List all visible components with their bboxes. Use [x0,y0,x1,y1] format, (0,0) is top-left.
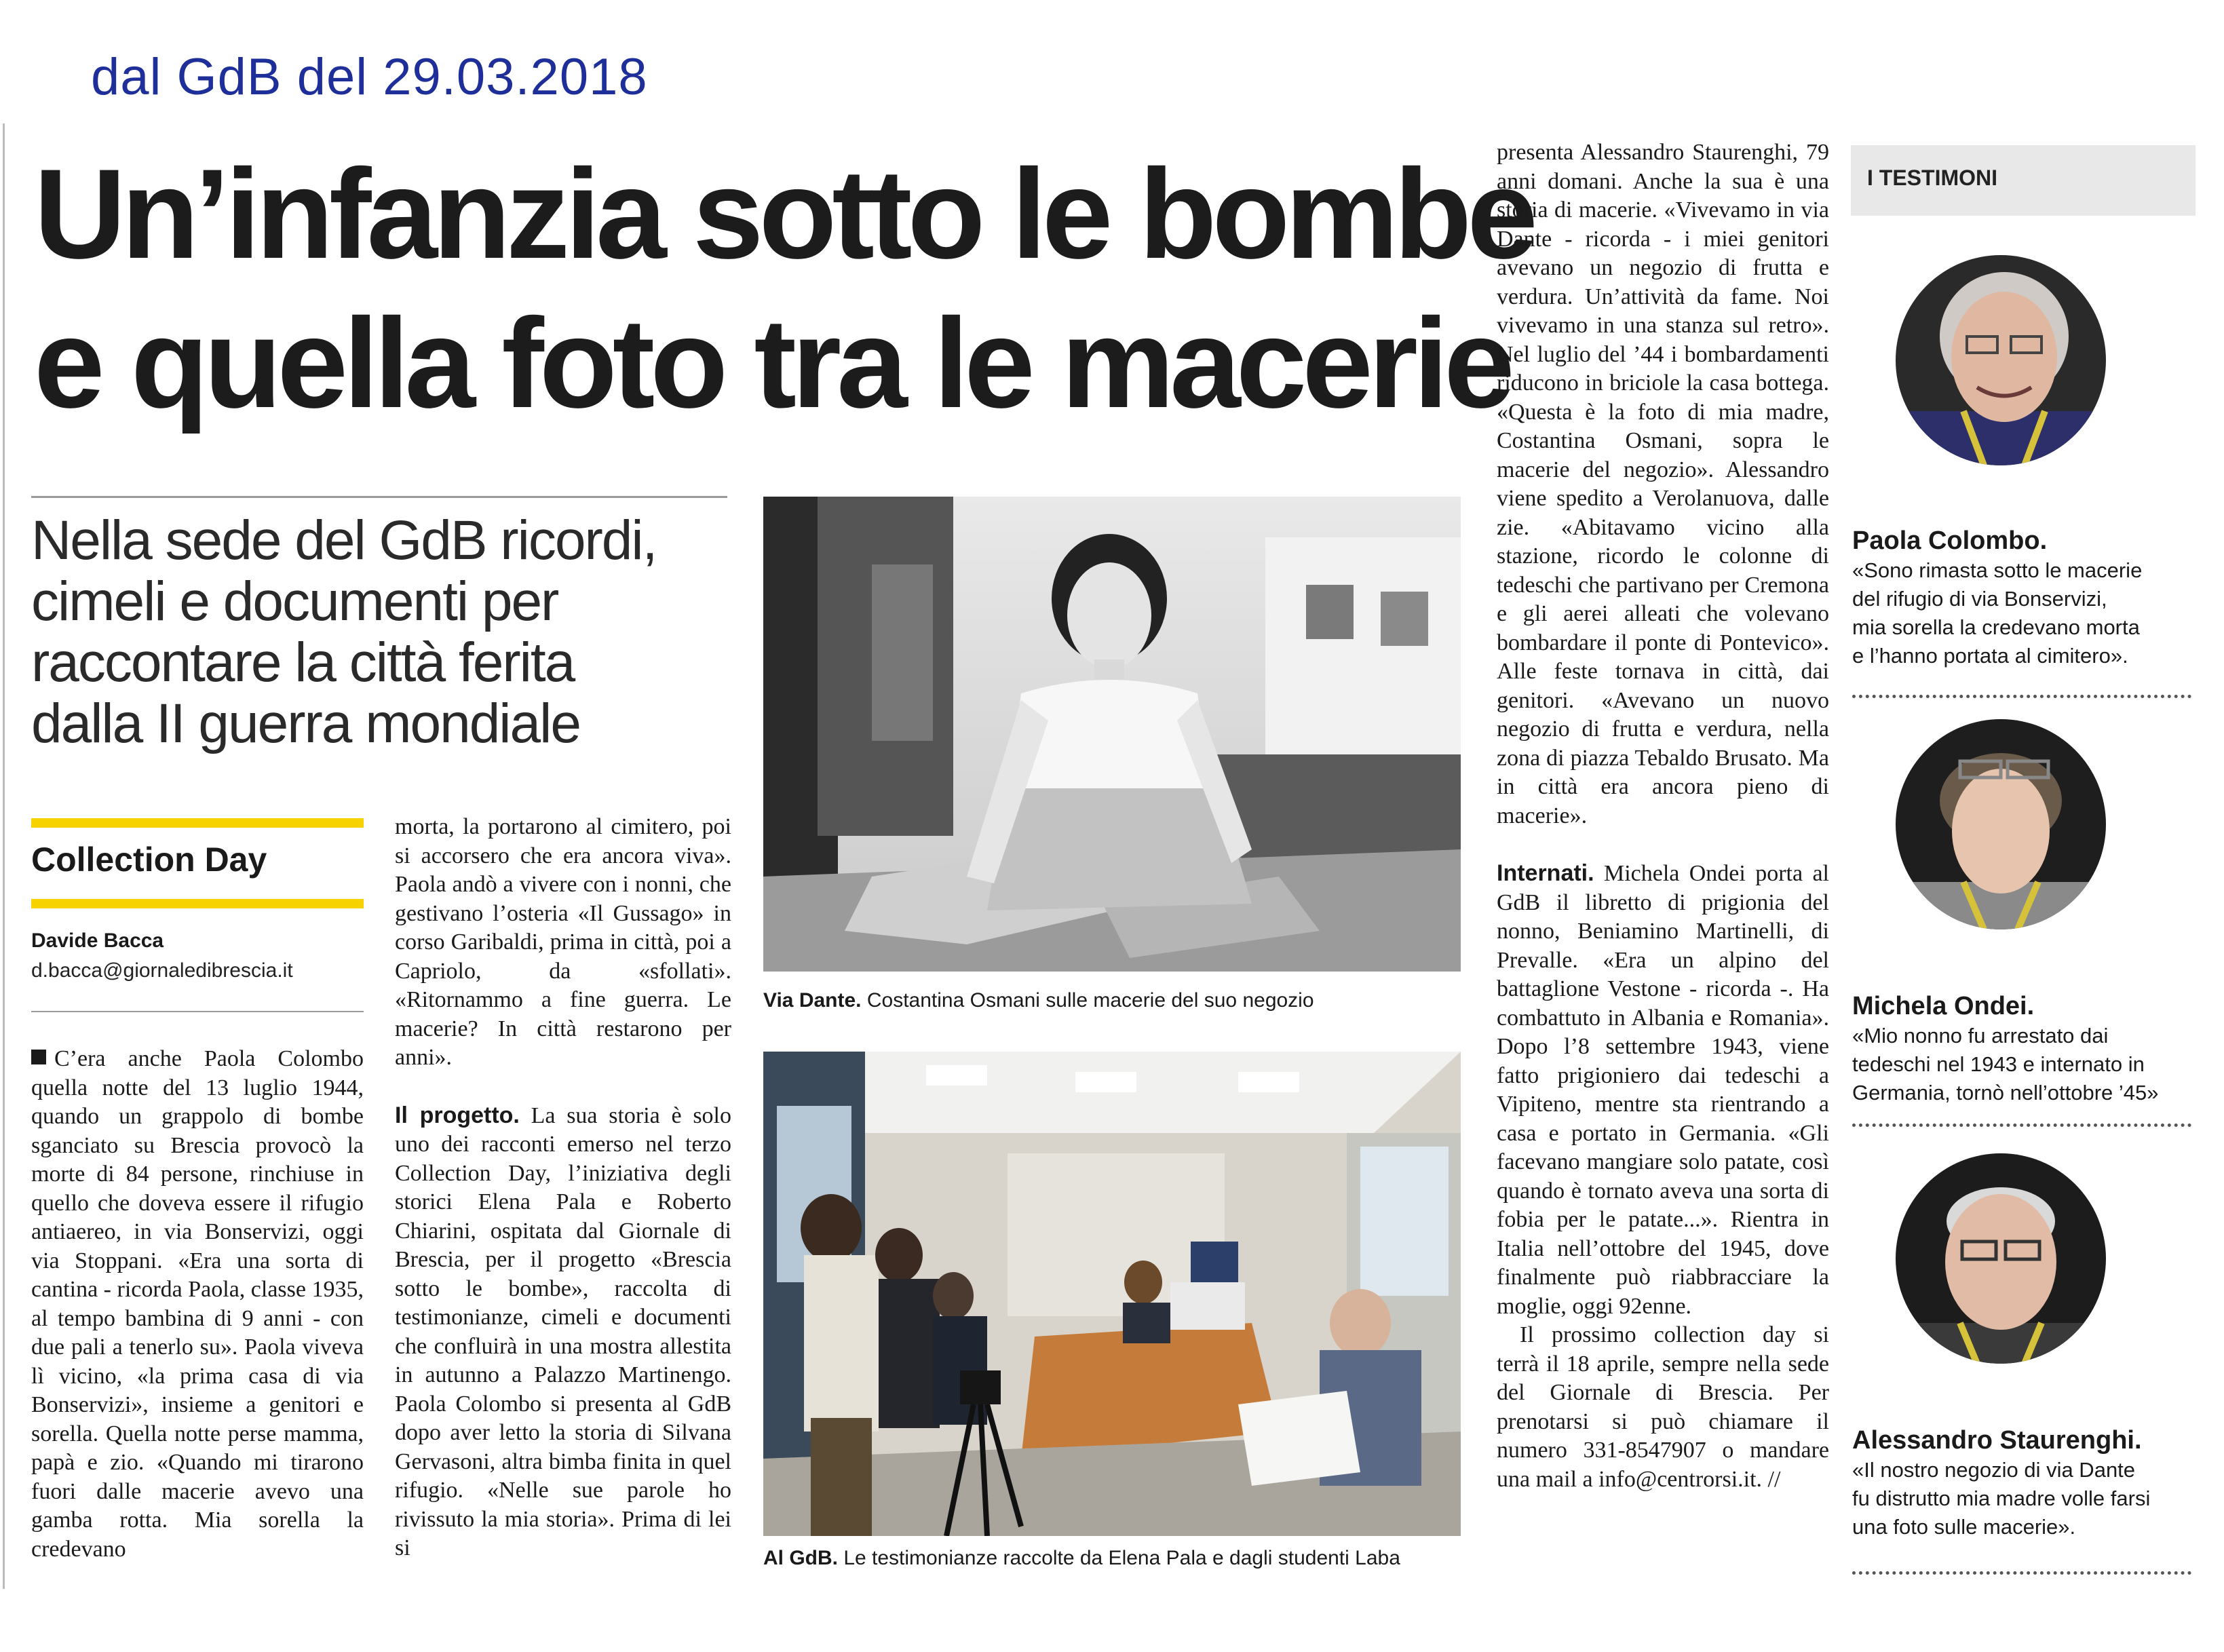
historic-photo [763,497,1461,972]
page-edge-rule [3,123,5,1589]
column-3-lead: Internati. [1497,860,1594,886]
column-2-text-1: morta, la portarono al cimitero, poi si accorsero che era ancora viva». Paola andò a vivere con i nonni, che gestivano l’osteria «Il Gussago» in corso Garibaldi, prima in città, poi a Capriolo, da «sfollati». «Ritornammo a fine guerra. Le macerie? In città restarono per anni». [395,814,731,1070]
headline [34,139,1533,438]
office-photo [763,1052,1461,1536]
portrait-michela-ondei [1896,719,2106,929]
article-column-3 [1497,138,1829,1494]
deck-line-1: Nella sede del GdB ricordi, [31,510,657,571]
paragraph-marker [31,1050,46,1064]
caption-1-text: Costantina Osmani sulle macerie del suo negozio [861,989,1314,1012]
deck-subtitle [31,510,737,754]
article-column-1 [31,1045,364,1564]
column-2-text-2: La sua storia è solo uno dei racconti emerso nel terzo Collection Day, l’iniziativa degli storici Elena Pala e Roberto Chiarini, ospitata dal Giornale di Brescia, per il progetto «Brescia sotto le bombe», raccolta di testimonianze, cimeli e documenti che confluirà in una mostra allestita in autunno a Palazzo Martinengo. Paola Colombo si presenta al GdB dopo aver letto la storia di Silvana Gervasoni, altra bimba finita in quel rifugio. «Nelle sue parole ho rivissuto la mia storia». Prima di lei si [395,1102,731,1560]
witness-alessandro-staurenghi [1852,1425,2191,1541]
witness-3-quote: «Il nostro negozio di via Dante fu distrutto mia madre volle farsi una foto sulle macerie». [1852,1458,2151,1539]
deck-line-4: dalla II guerra mondiale [31,693,580,754]
kicker-bar-top [31,818,364,828]
byline-rule [31,1011,364,1012]
portrait-paola-colombo [1896,255,2106,465]
headline-line-1: Un’infanzia sotto le bombe [34,142,1533,285]
photo-caption-2 [763,1547,1400,1570]
column-3-text-1: presenta Alessandro Staurenghi, 79 anni domani. Anche la sua è una storia di macerie. «Vivevamo in via Dante - ricorda - i miei genitori avevano un negozio di frutta e verdura. Un’attività da fame. Noi vivevamo in una stanza sul retro». Nel luglio del ’44 i bombardamenti riducono in briciole la casa bottega. «Questa è la foto di mia madre, Costantina Osmani, sopra le macerie del negozio». Alessandro viene spedito a Verolanuova, dalle zie. «Abitavamo vicino alla stazione, ricordo le colonne di tedeschi che partivano per Cremona e gli aerei alleati che volevano bombardare il ponte di Pontevico». Alle feste tornava in città, dai genitori. «Avevano un nuovo negozio di frutta e verdura, nella zona di piazza Tebaldo Brusato. Ma in città era ancora pieno di macerie». [1497,140,1829,828]
dotted-divider [1852,695,2191,698]
source-note: dal GdB del 29.03.2018 [91,48,648,106]
witness-2-name: Michela Ondei. [1852,992,2035,1020]
dotted-divider [1852,1571,2191,1575]
dotted-divider [1852,1123,2191,1127]
sidebar-title: I TESTIMONI [1867,166,1997,190]
caption-2-text: Le testimonianze raccolte da Elena Pala e dagli studenti Laba [838,1547,1400,1569]
deck-line-3: raccontare la città ferita [31,632,575,693]
witness-1-name: Paola Colombo. [1852,526,2048,555]
witness-michela-ondei [1852,991,2191,1107]
column-2-lead: Il progetto. [395,1102,520,1128]
section-kicker: Collection Day [31,841,267,879]
column-3-text-3: Il prossimo collection day si terrà il 18 aprile, sempre nella sede del Giornale di Brescia. Per prenotarsi si può chiamare il numero 331-8547907 o mandare una mail a info@centrorsi.it. // [1497,1322,1829,1492]
author-email: d.bacca@giornaledibrescia.it [31,959,293,982]
deck-line-2: cimeli e documenti per [31,571,558,632]
author-name: Davide Bacca [31,929,164,952]
caption-1-lead: Via Dante. [763,989,862,1012]
column-3-text-2: Michela Ondei porta al GdB il libretto di prigionia del nonno, Beniamino Martinelli, di Prevalle. «Era un alpino del battaglione Vestone - ricorda -. Ha combattuto in Albania e Romania». Dopo l’8 settembre 1943, viene fatto prigioniero dai tedeschi a Vipiteno, mentre sta rientrando a casa e portato in Germania. «Gli facevano mangiare solo patate, così quando è tornato aveva una sorta di fobia per le patate...». Rientra in Italia nell’ottobre del 1945, dove finalmente può riabbracciare la moglie, oggi 92enne. [1497,861,1830,1319]
caption-2-lead: Al GdB. [763,1547,838,1569]
photo-caption-1 [763,989,1314,1012]
column-1-text: C’era anche Paola Colombo quella notte del 13 luglio 1944, quando un grappolo di bombe sganciato su Brescia provocò la morte di 84 persone, rinchiuse in quello che doveva essere il rifugio antiaereo, in via Bonservizi, oggi via Stoppani. «Era una sorta di cantina - ricorda Paola, classe 1935, al tempo bambina di 9 anni - con due pali a tenerlo su». Paola viveva lì vicino, «la prima casa di via Bonservizi», insieme a genitori e sorella. Quella notte perse mamma, papà e zio. «Quando mi tirarono fuori dalle macerie avevo una gamba rotta. Mia sorella la credevano [31,1046,364,1562]
article-column-2 [395,813,731,1563]
witness-2-quote: «Mio nonno fu arrestato dai tedeschi nel 1943 e internato in Germania, tornò nell’ottobre ’45» [1852,1024,2159,1104]
headline-line-2: e quella foto tra le macerie [34,292,1510,434]
witness-1-quote: «Sono rimasta sotto le macerie del rifugio di via Bonservizi, mia sorella la credevano morta e l’hanno portata al cimitero». [1852,558,2143,668]
kicker-bar-bottom [31,899,364,908]
portrait-alessandro-staurenghi [1896,1153,2106,1364]
deck-rule [31,496,727,498]
witness-paola-colombo [1852,525,2191,670]
witness-3-name: Alessandro Staurenghi. [1852,1426,2142,1455]
